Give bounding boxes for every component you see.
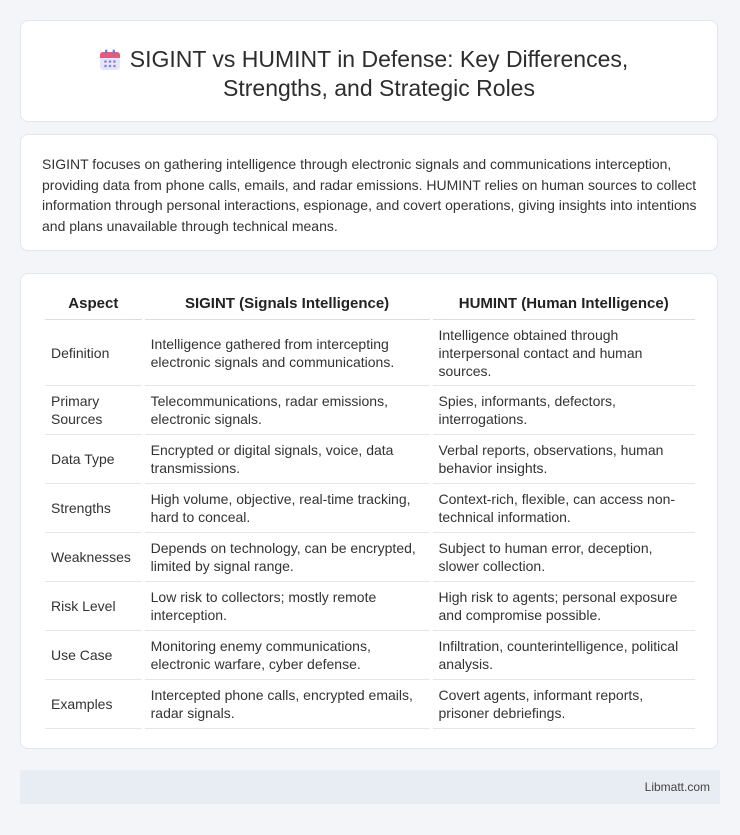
- table-header-row: [45, 295, 695, 320]
- cell-aspect: Use Case: [45, 631, 142, 680]
- comparison-table: [42, 295, 698, 729]
- header-humint: HUMINT (Human Intelligence): [433, 295, 696, 320]
- comparison-table-card: [20, 273, 718, 749]
- header-aspect: Aspect: [45, 295, 142, 320]
- table-row: [45, 386, 695, 435]
- title-wrap: [21, 45, 717, 103]
- cell-sigint: Depends on technology, can be encrypted, limited by signal range.: [145, 533, 430, 582]
- cell-humint: Spies, informants, defectors, interrogations.: [433, 386, 696, 435]
- cell-aspect: Data Type: [45, 435, 142, 484]
- title-card: [20, 20, 718, 122]
- cell-humint: Covert agents, informant reports, prisoner debriefings.: [433, 680, 696, 729]
- table-row: [45, 582, 695, 631]
- cell-sigint: Encrypted or digital signals, voice, data transmissions.: [145, 435, 430, 484]
- cell-humint: Intelligence obtained through interpersonal contact and human sources.: [433, 320, 696, 386]
- footer-brand[interactable]: Libmatt.com: [644, 780, 710, 794]
- cell-sigint: Monitoring enemy communications, electronic warfare, cyber defense.: [145, 631, 430, 680]
- cell-aspect: Strengths: [45, 484, 142, 533]
- intro-paragraph: SIGINT focuses on gathering intelligence through electronic signals and communications interception, providing data from phone calls, emails, and radar emissions. HUMINT relies on human sources to collect information through personal interactions, espionage, and covert operations, giving insights into intentions and plans unavailable through technical means.: [42, 156, 697, 234]
- cell-sigint: Intelligence gathered from intercepting electronic signals and communications.: [145, 320, 430, 386]
- cell-aspect: Risk Level: [45, 582, 142, 631]
- page-title: SIGINT vs HUMINT in Defense: Key Differences, Strengths, and Strategic Roles: [129, 46, 629, 101]
- cell-humint: Context-rich, flexible, can access non-technical information.: [433, 484, 696, 533]
- intro-card: [20, 134, 718, 251]
- cell-sigint: High volume, objective, real-time tracking, hard to conceal.: [145, 484, 430, 533]
- cell-sigint: Intercepted phone calls, encrypted emails, radar signals.: [145, 680, 430, 729]
- footer: [20, 770, 720, 804]
- cell-humint: Infiltration, counterintelligence, political analysis.: [433, 631, 696, 680]
- cell-sigint: Low risk to collectors; mostly remote interception.: [145, 582, 430, 631]
- calendar-icon: [99, 49, 121, 71]
- cell-humint: Subject to human error, deception, slower collection.: [433, 533, 696, 582]
- header-sigint: SIGINT (Signals Intelligence): [145, 295, 430, 320]
- cell-humint: Verbal reports, observations, human behavior insights.: [433, 435, 696, 484]
- table-row: [45, 435, 695, 484]
- cell-sigint: Telecommunications, radar emissions, electronic signals.: [145, 386, 430, 435]
- table-row: [45, 533, 695, 582]
- cell-humint: High risk to agents; personal exposure and compromise possible.: [433, 582, 696, 631]
- cell-aspect: Examples: [45, 680, 142, 729]
- cell-aspect: Weaknesses: [45, 533, 142, 582]
- cell-aspect: Definition: [45, 320, 142, 386]
- table-row: [45, 484, 695, 533]
- table-row: [45, 680, 695, 729]
- table-row: [45, 320, 695, 386]
- table-row: [45, 631, 695, 680]
- cell-aspect: Primary Sources: [45, 386, 142, 435]
